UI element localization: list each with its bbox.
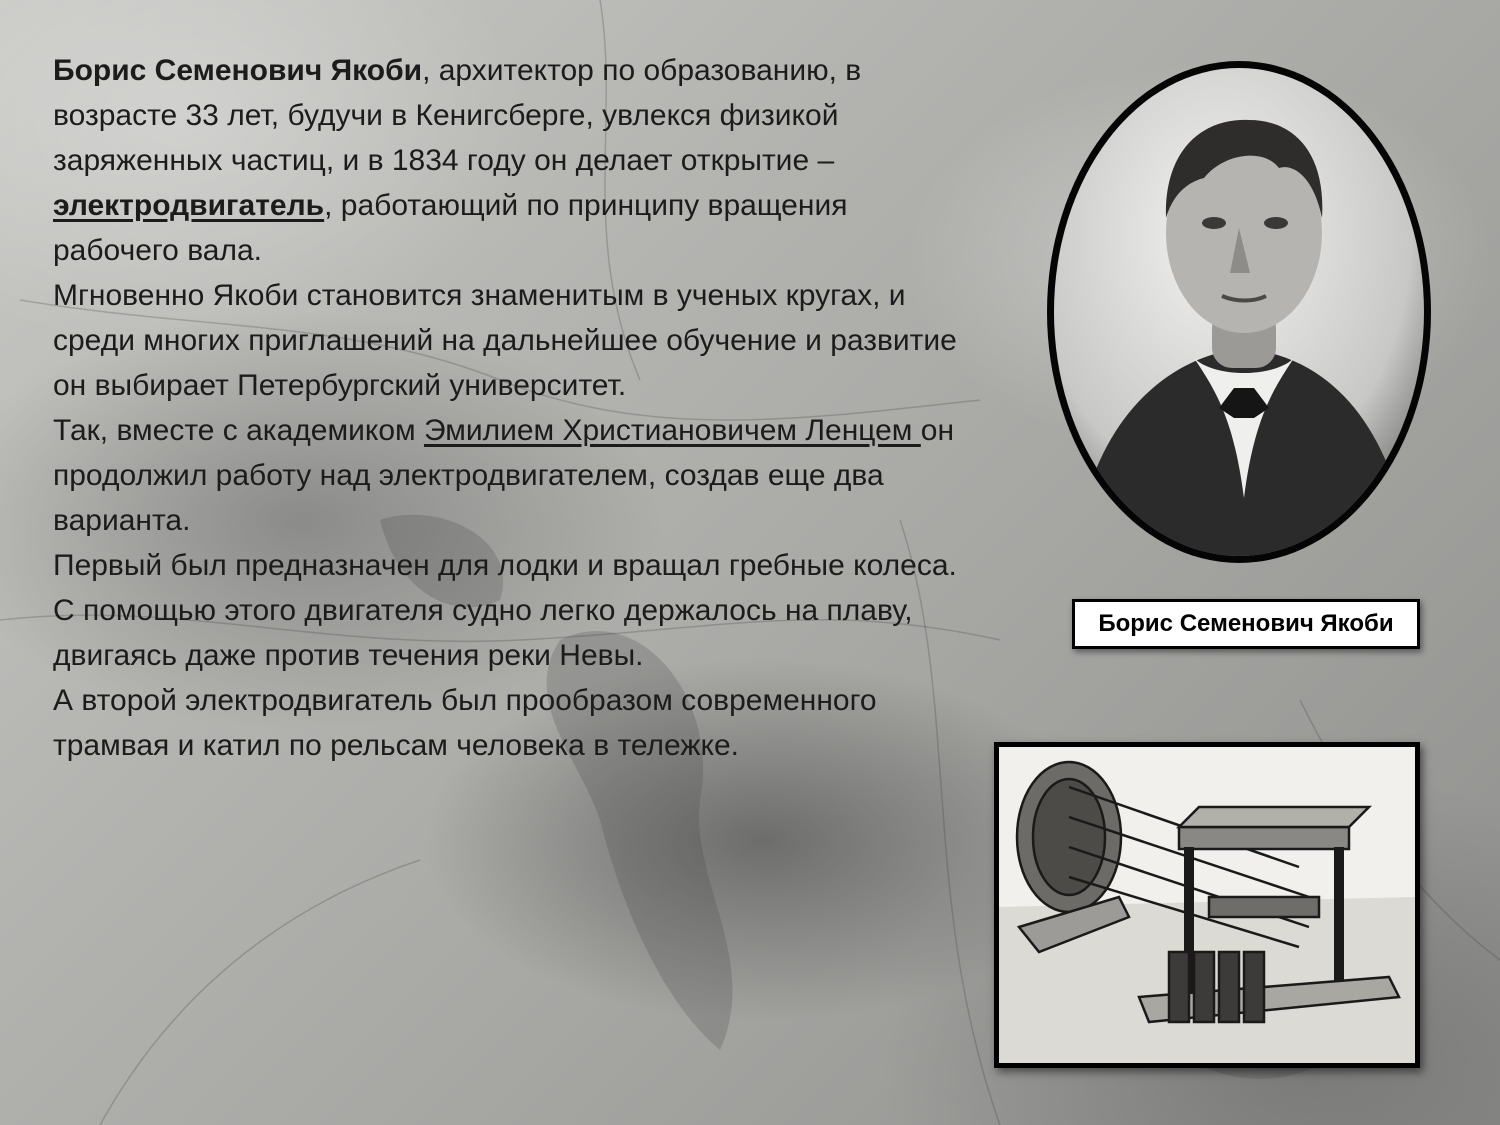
- paragraph-lenz: [53, 408, 978, 543]
- electric-motor-engraving-icon: [999, 747, 1415, 1063]
- biography-text: [53, 48, 978, 768]
- lenz-tail: он продолжил работу над электродвигателем, создав еще два варианта.: [53, 414, 955, 537]
- lenz-intro: Так, вместе с академиком: [53, 414, 424, 447]
- intro-text: , архитектор по образованию, в возрасте 33 лет, будучи в Кенигсберге, увлекся физикой заряженных частиц, и в 1834 году он делает открытие –: [53, 54, 862, 177]
- paragraph-fame: Мгновенно Якоби становится знаменитым в ученых кругах, и среди многих приглашений на дальнейшее обучение и развитие он выбирает Петербургский университет.: [53, 279, 957, 402]
- portrait-icon: [1044, 58, 1434, 566]
- electric-motor-link[interactable]: электродвигатель: [53, 189, 325, 222]
- paragraph-boat: Первый был предназначен для лодки и вращал гребные колеса. С помощью этого двигателя судно легко держалось на плаву, двигаясь даже против течения реки Невы.: [53, 549, 957, 672]
- name-bold: Борис Семенович Якоби: [53, 54, 423, 87]
- portrait-caption: Борис Семенович Якоби: [1072, 599, 1420, 649]
- intro-tail: , работающий по принципу вращения рабочего вала.: [53, 189, 848, 267]
- lenz-link[interactable]: Эмилием Христиановичем Ленцем: [423, 414, 921, 447]
- paragraph-tram: А второй электродвигатель был прообразом современного трамвая и катил по рельсам человека в тележке.: [53, 684, 877, 762]
- paragraph-intro: [53, 48, 978, 273]
- engine-image-frame: [994, 742, 1420, 1068]
